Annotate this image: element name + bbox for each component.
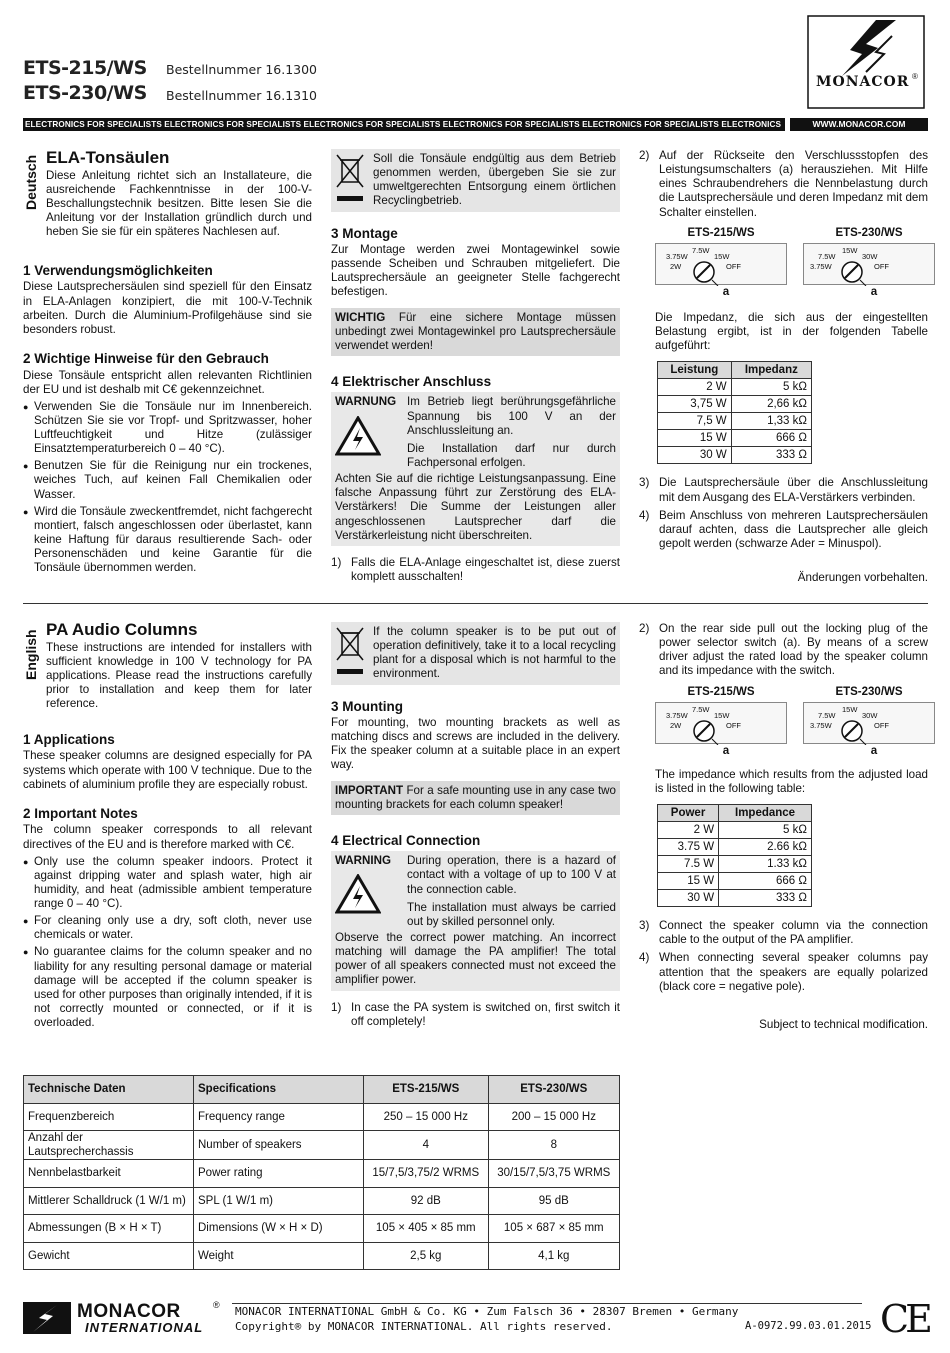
footer-logo <box>23 1300 223 1340</box>
de-warning-box <box>331 392 620 545</box>
table-cell: Anzahl der Lautsprecherchassis <box>24 1131 194 1160</box>
section-divider <box>23 603 928 604</box>
switch-label: 15W <box>714 710 730 720</box>
en-column-1 <box>46 620 312 711</box>
table-row <box>658 890 812 907</box>
table-cell: SPL (1 W/1 m) <box>194 1187 364 1215</box>
en-s1-text: These speaker columns are designed especially for PA systems which operate with 100 V technique. Due to the cabinets of aluminium profile they are especially robust. <box>23 749 312 791</box>
de-step-2 <box>639 149 928 220</box>
rotary-switch-icon <box>836 256 868 286</box>
switch-label: OFF <box>874 720 889 730</box>
en-s3-text: For mounting, two mounting brackets as well as matching discs and screws are included in the delivery. Fix the speaker column at a suitable place in an expert way. <box>331 716 620 772</box>
de-important-box <box>331 308 620 356</box>
switch-label: 7.5W <box>692 245 710 255</box>
switch-label: 30W <box>862 251 878 261</box>
switch-label: 3.75W <box>810 261 832 271</box>
step-number: 4) <box>639 951 650 965</box>
en-change-note: Subject to technical modification. <box>759 1017 928 1031</box>
table-cell: 2 W <box>658 379 732 396</box>
table-row <box>658 856 812 873</box>
table-cell: 105 × 405 × 85 mm <box>364 1215 489 1243</box>
language-tab-english: English <box>23 629 39 680</box>
en-intro: These instructions are intended for installers with sufficient knowledge in 100 V technology for PA applications. Please read the instructions carefully prior to installation and keep them for later reference. <box>46 640 312 711</box>
de-warning-text-2: Die Installation darf nur durch Fachpersonal erfolgen. <box>407 441 616 470</box>
table-row <box>24 1242 620 1270</box>
en-bullet-3: ● No guarantee claims for the column speaker and no liability for any resulting personal damage or material damage will be accepted if the column speaker is used for other purposes than originally intended, if it is not correctly mounted or connected, or if it is overloaded. <box>23 945 312 1030</box>
en-step-1 <box>331 1001 620 1029</box>
de-warning-text-1: Im Betrieb liegt berührungsgefährliche Spannung bis 100 V an der Anschlussleitung an. <box>407 395 616 437</box>
table-row <box>24 1131 620 1160</box>
table-row <box>24 1103 620 1131</box>
footer-address: MONACOR INTERNATIONAL GmbH & Co. KG • Zum Falsch 36 • 28307 Bremen • Germany <box>235 1305 739 1318</box>
en-title: PA Audio Columns <box>46 620 198 639</box>
en-step-1-text: In case the PA system is switched on, first switch it off completely! <box>351 1000 620 1028</box>
logo-text: MONACOR <box>816 74 910 90</box>
footer-copyright: Copyright® by MONACOR INTERNATIONAL. All rights reserved. <box>235 1320 613 1333</box>
table-cell: 250 – 15 000 Hz <box>364 1103 489 1131</box>
table-cell: 2,5 kg <box>364 1242 489 1270</box>
en-step-4 <box>639 951 928 993</box>
de-bullet-1: ● Verwenden Sie die Tonsäule nur im Innenbereich. Schützen Sie sie vor Tropf- und Spritzwasser, hoher Luftfeuchtigkeit und Hitze (zulässiger Einsatztemperaturbereich 0 – 40 °C). <box>23 400 312 457</box>
switch-label: 7.5W <box>818 251 836 261</box>
table-row <box>658 873 812 890</box>
table-header: Impedanz <box>731 362 811 379</box>
en-warning-box <box>331 851 620 990</box>
high-voltage-warning-icon <box>335 874 381 914</box>
en-switch-diagrams <box>655 685 928 758</box>
de-bullet-2: ● Benutzen Sie für die Reinigung nur ein trockenes, weiches Tuch, auf keinen Fall Chemikalien oder Wasser. <box>23 459 312 501</box>
en-recycle-text: If the column speaker is to be put out of operation definitively, take it to a local recycling plant for a disposal which is not harmful to the environment. <box>373 625 616 681</box>
de-s2-text: Diese Tonsäule entspricht allen relevanten Richtlinien der EU und ist deshalb mit C€ gekennzeichnet. <box>23 368 312 396</box>
de-s3-title: 3 Montage <box>331 225 398 241</box>
table-cell: Nennbelastbarkeit <box>24 1160 194 1188</box>
table-header: Specifications <box>194 1076 364 1104</box>
table-header: Technische Daten <box>24 1076 194 1104</box>
de-step-1-text: Falls die ELA-Anlage eingeschaltet ist, diese zuerst komplett ausschalten! <box>351 555 620 584</box>
switch-model-label: ETS-215/WS <box>687 685 755 698</box>
table-cell: 7,5 W <box>658 413 732 430</box>
en-step-2-text: On the rear side pull out the locking plug of the power selector switch (a). By means of a screw driver adjust the rated load by the speaker column and its impedance with the switch. <box>659 622 928 678</box>
lightning-logo-icon <box>23 1302 71 1334</box>
table-cell: Weight <box>194 1242 364 1270</box>
switch-model-label: ETS-215/WS <box>687 226 755 239</box>
switch-model-label: ETS-230/WS <box>835 226 903 239</box>
table-header: Power <box>658 805 719 822</box>
en-important-label: IMPORTANT <box>335 783 404 797</box>
high-voltage-warning-icon <box>335 416 381 456</box>
table-cell: 2 W <box>658 822 719 839</box>
en-warning-text-2: The installation must always be carried out by skilled personnel only. <box>407 900 616 928</box>
de-s1-text: Diese Lautsprechersäulen sind speziell für den Einsatz in ELA-Anlagen konzipiert, die mit 100-V-Technik arbeiten. Durch die Aluminium-Profilgehäuse sind sie besonders robust. <box>23 280 312 336</box>
table-cell: 30 W <box>658 890 719 907</box>
table-cell: 4 <box>364 1131 489 1160</box>
en-s4-title: 4 Electrical Connection <box>331 832 481 848</box>
table-cell: 15 W <box>658 873 719 890</box>
table-cell: 95 dB <box>488 1187 619 1215</box>
en-step-3 <box>639 919 928 947</box>
en-column-1b <box>23 718 312 1030</box>
de-step-3-text: Die Lautsprechersäule über die Anschlussleitung mit dem Ausgang des ELA-Verstärkers verbinden. <box>659 476 928 504</box>
en-warning-label: WARNING <box>335 854 392 868</box>
de-recycle-text: Soll die Tonsäule endgültig aus dem Betrieb genommen werden, übergeben Sie sie zur umweltgerechten Entsorgung einem örtlichen Recyclingbetrieb. <box>373 152 616 208</box>
ce-mark-icon: CE <box>880 1297 929 1341</box>
switch-diagram-215 <box>655 685 787 758</box>
switch-label: OFF <box>874 261 889 271</box>
table-cell: 333 Ω <box>719 890 812 907</box>
logo-registered: ® <box>912 72 918 81</box>
de-s3-text: Zur Montage werden zwei Montagewinkel sowie passende Scheiben und Schrauben mitgeliefert. Die Lautsprechersäule an geeigneter Stelle fachgerecht befestigen. <box>331 243 620 299</box>
table-cell: 1,33 kΩ <box>731 413 811 430</box>
table-cell: 105 × 687 × 85 mm <box>488 1215 619 1243</box>
switch-label: 15W <box>842 245 858 255</box>
de-step-4-text: Beim Anschluss von mehreren Lautsprechersäulen darauf achten, dass die Lautsprecher alle gleich gepolt werden (schwarze Ader = Minuspol). <box>659 508 928 550</box>
step-number: 1) <box>331 555 342 569</box>
table-cell: Abmessungen (B × H × T) <box>24 1215 194 1243</box>
table-cell: 200 – 15 000 Hz <box>488 1103 619 1131</box>
en-column-3 <box>639 622 928 1032</box>
de-s1-title: 1 Verwendungsmöglichkeiten <box>23 263 213 278</box>
table-cell: 30/15/7,5/3,75 WRMS <box>488 1160 619 1188</box>
switch-model-label: ETS-230/WS <box>835 685 903 698</box>
de-s2-title: 2 Wichtige Hinweise für den Gebrauch <box>23 351 269 367</box>
table-header-row <box>24 1076 620 1104</box>
switch-label: 7.5W <box>818 710 836 720</box>
order-number-215: Bestellnummer 16.1300 <box>166 62 318 77</box>
switch-label: 7.5W <box>692 704 710 714</box>
de-change-note: Änderungen vorbehalten. <box>797 571 928 585</box>
step-number: 2) <box>639 622 650 635</box>
switch-callout-a: a <box>870 284 878 298</box>
table-cell: Mittlerer Schalldruck (1 W/1 m) <box>24 1187 194 1215</box>
table-row <box>658 839 812 856</box>
de-bullet-3: ● Wird die Tonsäule zweckentfremdet, nicht fachgerecht montiert, falsch angeschlossen oder überlastet, kann keine Haftung für daraus resultierende Sach- oder Personenschäden und keine Garantie für die Tonsäule übernommen werden. <box>23 505 312 576</box>
switch-label: 2W <box>670 261 682 271</box>
en-s1-title: 1 Applications <box>23 732 115 747</box>
switch-diagram-230 <box>803 685 935 758</box>
specifications-table <box>23 1075 620 1270</box>
table-cell: 30 W <box>658 447 732 464</box>
footer-logo-registered: ® <box>213 1300 220 1310</box>
footer-logo-text: MONACOR <box>77 1301 181 1322</box>
en-s3-title: 3 Mounting <box>331 698 403 714</box>
table-cell: 666 Ω <box>719 873 812 890</box>
table-header: ETS-215/WS <box>364 1076 489 1104</box>
table-cell: 92 dB <box>364 1187 489 1215</box>
de-table-intro: Die Impedanz, die sich aus der eingestellten Belastung ergibt, ist in der folgenden Tabelle aufgeführt: <box>655 310 928 353</box>
en-impedance-table <box>657 804 812 907</box>
model-title-230: ETS-230/WS <box>23 82 147 104</box>
table-cell: 2.66 kΩ <box>719 839 812 856</box>
rotary-switch-icon <box>688 715 720 745</box>
footer-logo-subtext: INTERNATIONAL <box>85 1320 204 1335</box>
en-column-2 <box>331 622 620 1029</box>
en-step-3-text: Connect the speaker column via the connection cable to the output of the PA amplifier. <box>659 919 928 947</box>
de-step-2-text: Auf der Rückseite den Verschlussstopfen des Leistungsumschalters (a) herausziehen. Mit Hilfe eines Schraubendrehers die Nennbelastung durch die Lautsprechersäule und deren Impedanz mit dem Schalter einstellen. <box>659 149 928 219</box>
crossed-bin-icon <box>335 152 365 208</box>
model-title-215: ETS-215/WS <box>23 57 147 79</box>
table-cell: Frequency range <box>194 1103 364 1131</box>
en-bullet-2: ● For cleaning only use a dry, soft cloth, never use chemicals or water. <box>23 914 312 942</box>
table-row <box>658 413 812 430</box>
switch-callout-a: a <box>870 743 878 757</box>
en-important-box <box>331 781 620 815</box>
table-cell: 5 kΩ <box>719 822 812 839</box>
lightning-logo-icon <box>806 14 926 110</box>
table-cell: Number of speakers <box>194 1131 364 1160</box>
table-row <box>658 822 812 839</box>
en-step-4-text: When connecting several speaker columns pay attention that the speakers are equally polarized (black core = negative pole). <box>659 951 928 993</box>
table-header: ETS-230/WS <box>488 1076 619 1104</box>
switch-label: 2W <box>670 720 682 730</box>
footer-line <box>232 1303 862 1304</box>
table-cell: Frequenzbereich <box>24 1103 194 1131</box>
table-cell: 8 <box>488 1131 619 1160</box>
switch-label: 30W <box>862 710 878 720</box>
table-cell: 3.75 W <box>658 839 719 856</box>
step-number: 3) <box>639 919 650 933</box>
en-table-intro: The impedance which results from the adjusted load is listed in the following table: <box>655 767 928 795</box>
table-cell: 2,66 kΩ <box>731 396 811 413</box>
en-warning-text-1: During operation, there is a hazard of contact with a voltage of up to 100 V at the connection cable. <box>407 854 616 896</box>
de-step-1 <box>331 556 620 584</box>
table-cell: 666 Ω <box>731 430 811 447</box>
de-step-4 <box>639 509 928 551</box>
en-bullet-1: ● Only use the column speaker indoors. Protect it against dripping water and splash water, high air humidity, and heat (admissible ambient temperature range 0 – 40 °C). <box>23 855 312 912</box>
step-number: 2) <box>639 149 650 162</box>
switch-label: 15W <box>842 704 858 714</box>
table-cell: 4,1 kg <box>488 1242 619 1270</box>
table-cell: 3,75 W <box>658 396 732 413</box>
en-recycle-notice <box>331 622 620 685</box>
switch-label: OFF <box>726 261 741 271</box>
table-cell: 15/7,5/3,75/2 WRMS <box>364 1160 489 1188</box>
language-tab-deutsch: Deutsch <box>23 154 39 210</box>
switch-label: 3.75W <box>810 720 832 730</box>
en-s2-title: 2 Important Notes <box>23 805 138 821</box>
de-intro: Diese Anleitung richtet sich an Installateure, die ausreichende Fachkenntnisse in der 100-V-Beschallungstechnik besitzen. Bitte lesen Sie die Anleitung vor der Installation gründlich durch und heben Sie sie für ein späteres Nachlesen auf. <box>46 168 312 239</box>
table-header: Leistung <box>658 362 732 379</box>
switch-diagram-230 <box>803 226 935 299</box>
de-important-label: WICHTIG <box>335 310 386 324</box>
de-s4-title: 4 Elektrischer Anschluss <box>331 374 492 390</box>
order-number-230: Bestellnummer 16.1310 <box>166 88 318 103</box>
en-important-text: For a safe mounting use in any case two mounting brackets for each column speaker! <box>335 783 616 811</box>
de-column-1b <box>23 249 312 575</box>
switch-diagram-215 <box>655 226 787 299</box>
switch-callout-a: a <box>722 284 730 298</box>
tagline-strip: ELECTRONICS FOR SPECIALISTS ELECTRONICS FOR SPECIALISTS ELECTRONICS FOR SPECIALISTS ELECTRONICS FOR SPECIALISTS ELECTRONICS FOR SPECIALISTS ELECTRONICS <box>23 118 785 131</box>
table-cell: 7.5 W <box>658 856 719 873</box>
website-url[interactable]: WWW.MONACOR.COM <box>790 118 928 131</box>
table-cell: Power rating <box>194 1160 364 1188</box>
table-row <box>24 1215 620 1243</box>
crossed-bin-icon <box>335 625 365 681</box>
de-recycle-notice <box>331 149 620 212</box>
switch-label: 3.75W <box>666 251 688 261</box>
switch-callout-a: a <box>722 743 730 757</box>
step-number: 3) <box>639 476 650 490</box>
monacor-logo <box>806 14 926 110</box>
table-row <box>658 379 812 396</box>
de-column-3 <box>639 149 928 585</box>
footer-document-code: A-0972.99.03.01.2015 <box>745 1320 872 1332</box>
table-cell: 15 W <box>658 430 732 447</box>
en-s4-text: Observe the correct power matching. An incorrect matching will damage the PA amplifier! The total power of all speakers connected must not exceed the amplifier power. <box>335 931 616 987</box>
de-title: ELA-Tonsäulen <box>46 148 170 167</box>
table-row <box>658 396 812 413</box>
table-cell: 333 Ω <box>731 447 811 464</box>
rotary-switch-icon <box>688 256 720 286</box>
table-row <box>658 447 812 464</box>
de-impedance-table <box>657 361 812 464</box>
de-column-2 <box>331 149 620 584</box>
step-number: 1) <box>331 1000 342 1014</box>
table-header: Impedance <box>719 805 812 822</box>
table-cell: Gewicht <box>24 1242 194 1270</box>
en-step-2 <box>639 622 928 679</box>
de-step-3 <box>639 476 928 504</box>
de-column-1 <box>46 148 312 239</box>
rotary-switch-icon <box>836 715 868 745</box>
en-s2-text: The column speaker corresponds to all relevant directives of the EU and is therefore marked with C€. <box>23 823 312 851</box>
table-row <box>24 1160 620 1188</box>
table-cell: 1.33 kΩ <box>719 856 812 873</box>
switch-label: 15W <box>714 251 730 261</box>
step-number: 4) <box>639 508 650 522</box>
table-cell: 5 kΩ <box>731 379 811 396</box>
de-s4-text: Achten Sie auf die richtige Leistungsanpassung. Eine falsche Anpassung führt zur Zerstörung des ELA-Verstärkers! Die Summe der Leistungen aller angeschlossenen Lautsprecher darf die Verstärkerleistung nicht überschreiten. <box>335 472 616 542</box>
de-important-text: Für eine sichere Montage müssen unbedingt zwei Montagewinkel pro Lautsprechersäule verwendet werden! <box>335 310 616 352</box>
table-row <box>24 1187 620 1215</box>
de-switch-diagrams <box>655 226 928 299</box>
switch-label: OFF <box>726 720 741 730</box>
switch-label: 3.75W <box>666 710 688 720</box>
table-cell: Dimensions (W × H × D) <box>194 1215 364 1243</box>
table-row <box>658 430 812 447</box>
de-warning-label: WARNUNG <box>335 395 397 409</box>
